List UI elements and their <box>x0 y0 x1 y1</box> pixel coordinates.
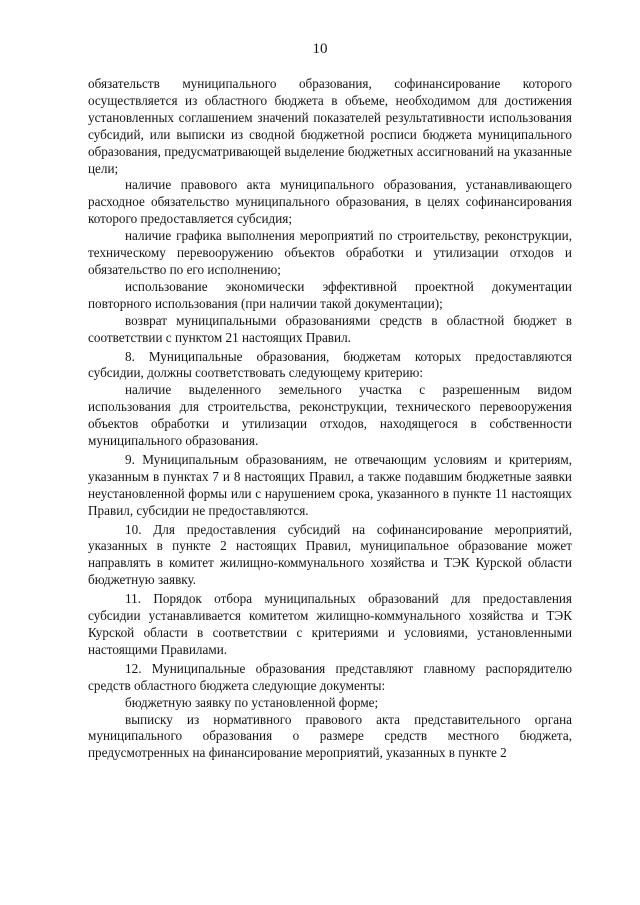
paragraph-project-docs: использование экономически эффективной проектной документации повторного использования (при наличии такой документации); <box>88 278 572 311</box>
paragraph-continuation: обязательств муниципального образования, софинансирование которого осуществляется из областного бюджета в объеме, необходимом для достижения установленных соглашением значений показателей результативности использования субсидий, или выписки из сводной бюджетной росписи бюджета муниципального образования, предусматривающей выделение бюджетных ассигнований на указанные цели; <box>88 76 572 176</box>
document-body <box>88 76 572 762</box>
paragraph-item-8: 8. Муниципальные образования, бюджетам которых предоставляются субсидии, должны соответствовать следующему критерию: <box>88 348 572 381</box>
paragraph-item-12: 12. Муниципальные образования представляют главному распорядителю средств областного бюджета следующие документы: <box>88 660 572 693</box>
paragraph-extract: выписку из нормативного правового акта представительного органа муниципального образования о размере средств местного бюджета, предусмотренных на финансирование мероприятий, указанных в пункте 2 <box>88 711 572 761</box>
paragraph-schedule: наличие графика выполнения мероприятий по строительству, реконструкции, техническому перевооружению объектов обработки и утилизации отходов и обязательство по его исполнению; <box>88 228 572 277</box>
page-number: 10 <box>312 41 328 57</box>
paragraph-item-10: 10. Для предоставления субсидий на софинансирование мероприятий, указанных в пункте 2 настоящих Правил, муниципальное образование может направлять в комитет жилищно-коммунального хозяйства и ТЭК Курской области бюджетную заявку. <box>88 521 572 588</box>
paragraph-land-plot: наличие выделенного земельного участка с разрешенным видом использования для строительства, реконструкции, технического перевооружения объектов обработки и утилизации отходов, находящегося в собственности муниципального образования. <box>88 382 572 449</box>
paragraph-legal-act: наличие правового акта муниципального образования, устанавливающего расходное обязательство муниципального образования, в целях софинансирования которого предоставляется субсидия; <box>88 177 572 227</box>
paragraph-budget-application: бюджетную заявку по установленной форме; <box>125 694 379 710</box>
paragraph-refund: возврат муниципальными образованиями средств в областной бюджет в соответствии с пунктом 21 настоящих Правил. <box>88 312 572 345</box>
paragraph-item-11: 11. Порядок отбора муниципальных образований для предоставления субсидии устанавливается комитетом жилищно-коммунального хозяйства и ТЭК Курской области в соответствии с критериями и условиями, установленными настоящими Правилами. <box>88 591 572 657</box>
paragraph-item-9: 9. Муниципальным образованиям, не отвечающим условиям и критериям, указанным в пунктах 7 и 8 настоящих Правил, а также подавшим бюджетные заявки неустановленной формы или с нарушением срока, указанного в пункте 11 настоящих Правил, субсидии не предоставляются. <box>88 451 572 518</box>
